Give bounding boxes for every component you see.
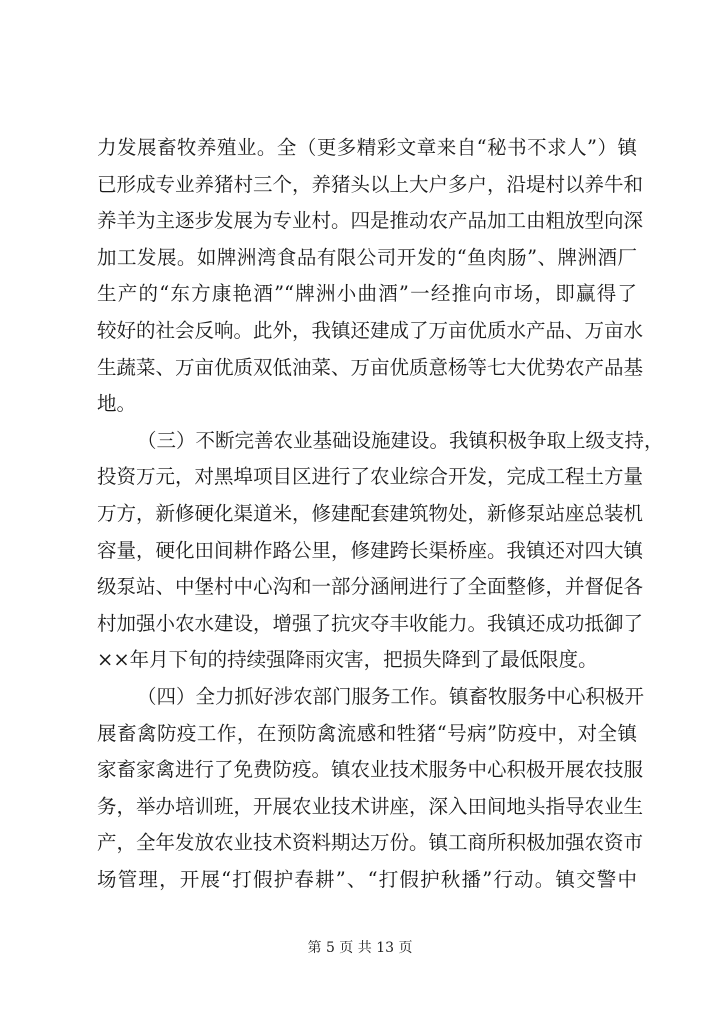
text-line: 万方，新修硬化渠道米，修建配套建筑物处，新修泵站座总装机 <box>97 501 644 525</box>
text-line: 村加强小农水建设，增强了抗灾夺丰收能力。我镇还成功抵御了 <box>97 611 644 635</box>
text-line: 家畜家禽进行了免费防疫。镇农业技术服务中心积极开展农技服 <box>97 758 644 782</box>
section-heading-line: （四）全力抓好涉农部门服务工作。镇畜牧服务中心积极开 <box>137 684 645 708</box>
text-line: 已形成专业养猪村三个，养猪头以上大户多户，沿堤村以养牛和 <box>97 172 644 196</box>
page-number-footer: 第 5 页 共 13 页 <box>307 940 413 956</box>
document-body <box>97 130 664 898</box>
text-line: 务，举办培训班，开展农业技术讲座，深入田间地头指导农业生 <box>97 794 644 818</box>
text-line: 展畜禽防疫工作，在预防禽流感和牲猪“号病”防疫中，对全镇 <box>97 721 637 745</box>
text-line: ××年月下旬的持续强降雨灾害，把损失降到了最低限度。 <box>97 648 598 672</box>
text-line: 容量，硬化田间耕作路公里，修建跨长渠桥座。我镇还对四大镇 <box>97 538 644 562</box>
text-line: 加工发展。如牌洲湾食品有限公司开发的“鱼肉肠”、牌洲酒厂 <box>97 245 637 269</box>
text-line: 养羊为主逐步发展为专业村。四是推动农产品加工由粗放型向深 <box>97 209 644 233</box>
text-line: 级泵站、中堡村中心沟和一部分涵闸进行了全面整修，并督促各 <box>97 575 644 599</box>
text-line: 生蔬菜、万亩优质双低油菜、万亩优质意杨等七大优势农产品基 <box>97 355 644 379</box>
text-line: 产，全年发放农业技术资料期达万份。镇工商所积极加强农资市 <box>97 831 644 855</box>
text-line: 地。 <box>97 392 137 416</box>
text-line: 力发展畜牧养殖业。全（更多精彩文章来自“秘书不求人”）镇 <box>97 136 637 159</box>
text-line: 场管理，开展“打假护春耕”、“打假护秋播”行动。镇交警中 <box>97 867 637 891</box>
text-line: 较好的社会反响。此外，我镇还建成了万亩优质水产品、万亩水 <box>97 318 644 342</box>
text-line: 生产的“东方康艳酒”“牌洲小曲酒”一经推向市场，即赢得了 <box>97 282 637 306</box>
text-line: 投资万元，对黑埠项目区进行了农业综合开发，完成工程土方量 <box>97 465 644 489</box>
section-heading-line: （三）不断完善农业基础设施建设。我镇积极争取上级支持， <box>137 428 664 452</box>
